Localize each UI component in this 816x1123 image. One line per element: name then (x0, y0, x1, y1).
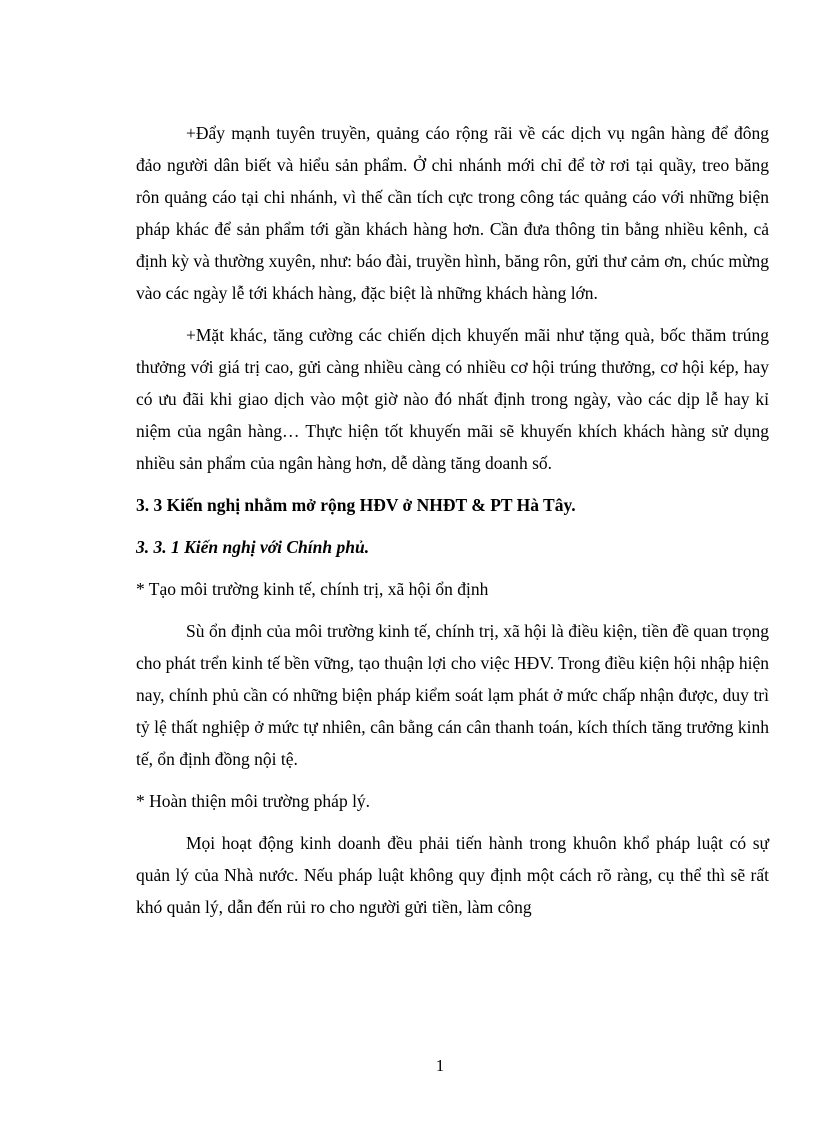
paragraph-advertising: +Đẩy mạnh tuyên truyền, quảng cáo rộng rãi về các dịch vụ ngân hàng để đông đảo người dân biết và hiểu sản phẩm. Ở chi nhánh mới chỉ để tờ rơi tại quầy, treo băng rôn quảng cáo tại chi nhánh, vì thế cần tích cực trong công tác quảng cáo với những biện pháp khác để sản phẩm tới gần khách hàng hơn. Cần đưa thông tin bằng nhiều kênh, cả định kỳ và thường xuyên, như: báo đài, truyền hình, băng rôn, gửi thư cảm ơn, chúc mừng vào các ngày lễ tới khách hàng, đặc biệt là những khách hàng lớn. (136, 123, 769, 303)
paragraph-legal: Mọi hoạt động kinh doanh đều phải tiến hành trong khuôn khổ pháp luật có sự quản lý của Nhà nước. Nếu pháp luật không quy định một cách rõ ràng, cụ thể thì sẽ rất khó quản lý, dẫn đến rủi ro cho người gửi tiền, làm công (136, 833, 769, 917)
page-number: 1 (435, 1056, 445, 1075)
bullet-legal-environment: * Hoàn thiện môi trường pháp lý. (136, 791, 371, 811)
paragraph-stability: Sù ổn định của môi trường kinh tế, chính trị, xã hội là điều kiện, tiền đề quan trọng cho phát trển kinh tế bền vững, tạo thuận lợi cho việc HĐV. Trong điều kiện hội nhập hiện nay, chính phủ cần có những biện pháp kiểm soát lạm phát ở mức chấp nhận được, duy trì tỷ lệ thất nghiệp ở mức tự nhiên, cân bằng cán cân thanh toán, kích thích tăng trưởng kinh tế, ổn định đồng nội tệ. (136, 621, 769, 769)
paragraph-promotions: +Mặt khác, tăng cường các chiến dịch khuyến mãi như tặng quà, bốc thăm trúng thưởng với giá trị cao, gửi càng nhiều càng có nhiều cơ hội trúng thưởng, cơ hội kép, hay có ưu đãi khi giao dịch vào một giờ nào đó nhất định trong ngày, vào các dịp lễ hay kỉ niệm của ngân hàng… Thực hiện tốt khuyến mãi sẽ khuyến khích khách hàng sử dụng nhiều sản phẩm của ngân hàng hơn, dễ dàng tăng doanh số. (136, 325, 769, 473)
bullet-economic-stability: * Tạo môi trường kinh tế, chính trị, xã hội ổn định (136, 579, 489, 599)
document-body (136, 117, 769, 933)
subsection-heading: 3. 3. 1 Kiến nghị với Chính phủ. (136, 537, 370, 557)
section-heading: 3. 3 Kiến nghị nhằm mở rộng HĐV ở NHĐT & PT Hà Tây. (136, 495, 576, 515)
